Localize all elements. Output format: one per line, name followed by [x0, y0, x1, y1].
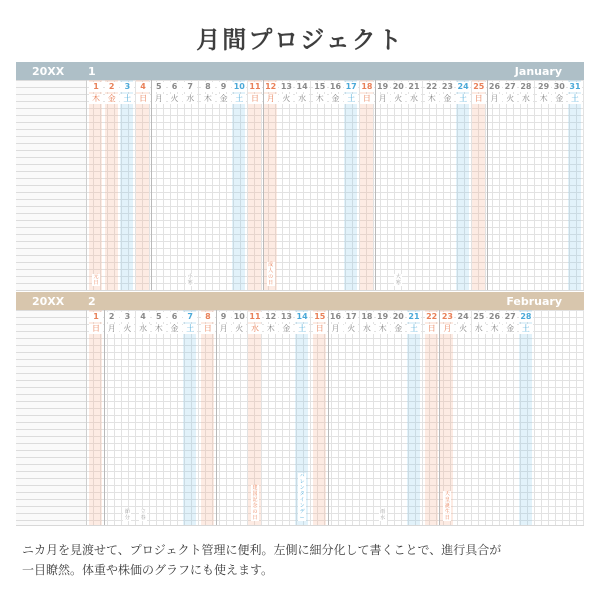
day-of-week: 金 — [105, 94, 119, 104]
week-divider — [439, 310, 440, 525]
day-of-week: 土 — [295, 324, 309, 334]
weekend-stripe — [105, 80, 118, 290]
day-of-week: 日 — [472, 94, 486, 104]
day-of-week: 金 — [279, 324, 293, 334]
week-divider — [151, 80, 152, 290]
day-note: 雨水 — [380, 509, 386, 521]
weekend-stripe — [360, 80, 373, 290]
day-number: 29 — [538, 82, 550, 91]
day-note: 立春 — [140, 509, 146, 521]
day-of-week: 火 — [120, 324, 134, 334]
day-of-week: 日 — [425, 324, 439, 334]
year-label: 20XX — [32, 295, 65, 308]
day-of-week: 水 — [136, 324, 150, 334]
day-of-week: 土 — [183, 324, 197, 334]
day-of-week: 月 — [105, 324, 119, 334]
day-of-week: 木 — [425, 94, 439, 104]
day-number: 2 — [105, 312, 119, 322]
day-number: 20 — [392, 312, 404, 321]
day-number: 28 — [520, 312, 532, 321]
day-number: 19 — [377, 82, 389, 91]
day-number: 24 — [457, 312, 469, 321]
day-of-week: 金 — [217, 94, 231, 104]
day-number: 7 — [183, 82, 197, 92]
day-number: 20 — [392, 82, 404, 91]
weekend-stripe — [136, 80, 149, 290]
page-title: 月間プロジェクト — [196, 26, 404, 54]
day-number: 6 — [168, 312, 182, 322]
row-label-area[interactable] — [16, 310, 87, 525]
month-name: February — [506, 295, 562, 308]
day-number: 18 — [361, 312, 373, 321]
day-of-week: 日 — [136, 94, 150, 104]
weekend-stripe — [344, 80, 357, 290]
weekend-stripe — [313, 310, 326, 525]
day-number: 3 — [120, 82, 134, 92]
day-of-week: 日 — [360, 94, 374, 104]
day-number: 7 — [183, 312, 197, 322]
day-of-week: 水 — [472, 324, 486, 334]
day-number: 4 — [136, 82, 150, 92]
day-number: 1 — [89, 312, 103, 322]
day-of-week: 日 — [89, 324, 103, 334]
day-of-week: 水 — [183, 94, 197, 104]
month-january — [16, 62, 584, 291]
day-of-week: 火 — [168, 94, 182, 104]
weekend-stripe — [519, 310, 532, 525]
month-number: 1 — [88, 65, 96, 78]
day-of-week: 水 — [248, 324, 262, 334]
day-note: 建国記念の日 — [252, 485, 258, 521]
description — [22, 540, 582, 580]
day-number: 15 — [314, 312, 326, 321]
week-divider — [263, 80, 264, 290]
day-of-week: 金 — [503, 324, 517, 334]
day-of-week: 土 — [456, 94, 470, 104]
day-number: 27 — [504, 82, 516, 91]
day-of-week: 木 — [264, 324, 278, 334]
weekend-stripe — [248, 80, 261, 290]
day-of-week: 金 — [168, 324, 182, 334]
day-number: 22 — [426, 82, 438, 91]
day-number: 26 — [488, 82, 501, 91]
year-label: 20XX — [32, 65, 65, 78]
week-divider — [216, 310, 217, 525]
weekend-stripe — [456, 80, 469, 290]
weekend-stripe — [264, 80, 277, 290]
day-of-week: 水 — [295, 94, 309, 104]
day-of-week: 土 — [120, 94, 134, 104]
weekend-stripe — [89, 310, 102, 525]
month-header-bar — [16, 292, 584, 310]
day-of-week: 木 — [152, 324, 166, 334]
day-of-week: 金 — [329, 94, 343, 104]
day-number: 16 — [329, 82, 342, 91]
day-number: 5 — [152, 82, 166, 92]
day-of-week: 金 — [440, 94, 454, 104]
day-of-week: 土 — [407, 324, 421, 334]
day-of-week: 水 — [407, 94, 421, 104]
day-of-week: 火 — [344, 324, 358, 334]
description-line: ニカ月を見渡せて、プロジェクト管理に便利。左側に細分化して書くことで、進行具合が — [22, 543, 502, 557]
day-of-week: 木 — [376, 324, 390, 334]
day-of-week: 土 — [232, 94, 246, 104]
day-number: 23 — [441, 82, 453, 91]
day-of-week: 火 — [503, 94, 517, 104]
day-number: 28 — [520, 82, 532, 91]
day-number: 8 — [201, 82, 215, 92]
day-number: 10 — [233, 82, 245, 91]
day-of-week: 火 — [456, 324, 470, 334]
day-of-week: 木 — [89, 94, 103, 104]
day-number: 10 — [233, 312, 245, 321]
day-of-week: 月 — [264, 94, 278, 104]
day-note: 節分 — [124, 509, 130, 521]
row-label-area[interactable] — [16, 80, 87, 290]
day-of-week: 木 — [313, 94, 327, 104]
day-number: 13 — [280, 312, 292, 321]
day-number: 19 — [377, 312, 389, 321]
day-of-week: 金 — [552, 94, 566, 104]
day-note: 成人の日 — [268, 262, 274, 286]
day-number: 21 — [408, 82, 420, 91]
day-number: 14 — [296, 312, 308, 321]
day-of-week: 月 — [488, 94, 502, 104]
week-divider — [328, 310, 329, 525]
month-name: January — [514, 65, 562, 78]
day-of-week: 月 — [217, 324, 231, 334]
day-of-week: 火 — [391, 94, 405, 104]
day-number: 11 — [249, 82, 261, 91]
day-of-week: 木 — [537, 94, 551, 104]
day-number: 26 — [488, 312, 501, 321]
day-number: 8 — [201, 312, 215, 322]
weekend-stripe — [89, 80, 102, 290]
day-number: 17 — [345, 82, 357, 91]
day-number: 24 — [457, 82, 469, 91]
day-of-week: 水 — [360, 324, 374, 334]
day-number: 16 — [329, 312, 342, 321]
day-of-week: 月 — [329, 324, 343, 334]
day-note: 大寒 — [395, 274, 401, 286]
day-number: 6 — [168, 82, 182, 92]
day-note: バレンタインデー — [299, 473, 305, 521]
calendar-grid — [16, 80, 584, 291]
day-number: 30 — [553, 82, 565, 91]
weekend-stripe — [120, 80, 133, 290]
day-number: 17 — [345, 312, 357, 321]
day-number: 3 — [120, 312, 134, 322]
day-number: 5 — [152, 312, 166, 322]
day-of-week: 金 — [391, 324, 405, 334]
day-number: 14 — [296, 82, 308, 91]
day-number: 9 — [217, 82, 231, 92]
day-note: 元日 — [93, 274, 99, 286]
weekend-stripe — [568, 80, 581, 290]
weekend-stripe — [425, 310, 438, 525]
weekend-stripe — [232, 80, 245, 290]
day-number: 25 — [473, 82, 485, 91]
month-february — [16, 292, 584, 526]
day-number: 11 — [249, 312, 261, 321]
day-of-week: 日 — [201, 324, 215, 334]
week-divider — [375, 80, 376, 290]
day-number: 31 — [569, 82, 581, 91]
weekend-stripe — [201, 310, 214, 525]
day-of-week: 火 — [232, 324, 246, 334]
day-number: 12 — [265, 312, 277, 321]
day-of-week: 日 — [248, 94, 262, 104]
day-of-week: 木 — [488, 324, 502, 334]
day-number: 13 — [280, 82, 292, 91]
day-of-week: 木 — [201, 94, 215, 104]
day-number: 9 — [217, 312, 231, 322]
week-divider — [104, 310, 105, 525]
day-number: 12 — [265, 82, 277, 91]
weekend-stripe — [183, 310, 196, 525]
day-number: 15 — [314, 82, 326, 91]
month-number: 2 — [88, 295, 96, 308]
weekend-stripe — [472, 80, 485, 290]
day-of-week: 月 — [376, 94, 390, 104]
day-number: 25 — [473, 312, 485, 321]
description-line: 一目瞭然。体重や株価のグラフにも使えます。 — [22, 563, 274, 577]
day-of-week: 土 — [519, 324, 533, 334]
day-number: 22 — [426, 312, 438, 321]
day-of-week: 水 — [519, 94, 533, 104]
weekend-stripe — [407, 310, 420, 525]
week-divider — [487, 80, 488, 290]
day-of-week: 土 — [344, 94, 358, 104]
day-of-week: 土 — [568, 94, 582, 104]
day-of-week: 月 — [152, 94, 166, 104]
day-number: 1 — [89, 82, 103, 92]
day-of-week: 月 — [440, 324, 454, 334]
calendar-grid — [16, 310, 584, 526]
day-number: 2 — [105, 82, 119, 92]
day-number: 21 — [408, 312, 420, 321]
day-note: 天皇誕生日 — [444, 491, 450, 521]
day-of-week: 日 — [313, 324, 327, 334]
day-note: 小寒 — [187, 274, 193, 286]
day-number: 23 — [441, 312, 453, 321]
day-number: 4 — [136, 312, 150, 322]
month-header-bar — [16, 62, 584, 80]
day-of-week: 火 — [279, 94, 293, 104]
day-number: 18 — [361, 82, 373, 91]
day-number: 27 — [504, 312, 516, 321]
